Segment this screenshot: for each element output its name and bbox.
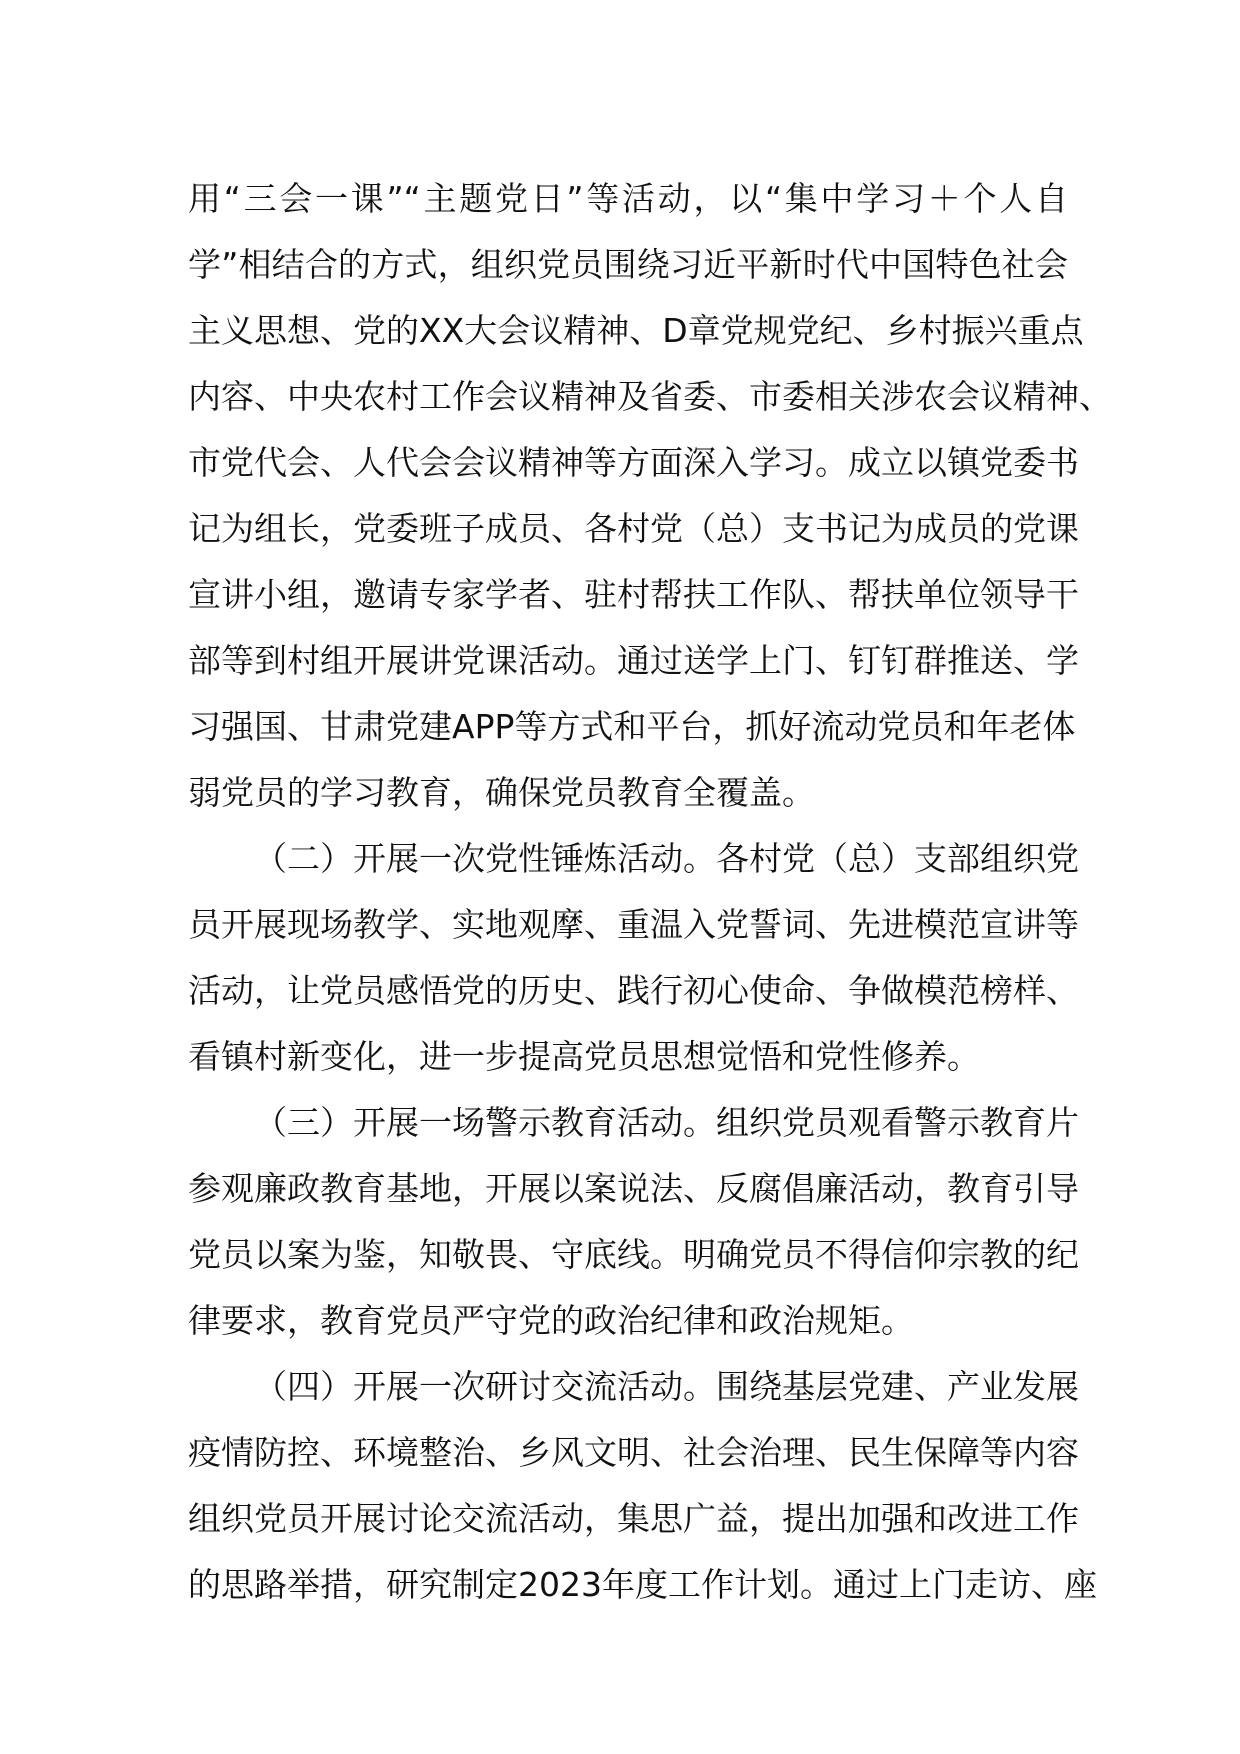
- text-line: 疫情防控、环境整治、乡风文明、社会治理、民生保障等内容: [188, 1433, 1079, 1472]
- text-line: 活动，让党员感悟党的历史、践行初心使命、争做模范榜样、: [188, 971, 1079, 1010]
- text-line: 员开展现场教学、实地观摩、重温入党誓词、先进模范宣讲等: [188, 905, 1079, 944]
- text-line: 记为组长，党委班子成员、各村党（总）支书记为成员的党课: [188, 509, 1079, 548]
- text-line: 宣讲小组，邀请专家学者、驻村帮扶工作队、帮扶单位领导干: [188, 575, 1079, 614]
- text-line: 市党代会、人代会会议精神等方面深入学习。成立以镇党委书: [188, 443, 1079, 482]
- text-line: 习强国、甘肃党建APP等方式和平台，抓好流动党员和年老体: [188, 707, 1076, 746]
- text-line: 看镇村新变化，进一步提高党员思想觉悟和党性修养。: [188, 1037, 980, 1076]
- document-body: [188, 166, 1112, 1618]
- text-line: 律要求，教育党员严守党的政治纪律和政治规矩。: [188, 1301, 914, 1340]
- text-line: 参观廉政教育基地，开展以案说法、反腐倡廉活动，教育引导: [188, 1169, 1079, 1208]
- text-line: 组织党员开展讨论交流活动，集思广益，提出加强和改进工作: [188, 1499, 1079, 1538]
- text-line: 用“三会一课”“主题党日”等活动，以“集中学习＋个人自: [188, 179, 1068, 218]
- text-line: 内容、中央农村工作会议精神及省委、市委相关涉农会议精神、: [188, 377, 1112, 416]
- text-line: 党员以案为鉴，知敬畏、守底线。明确党员不得信仰宗教的纪: [188, 1235, 1079, 1274]
- text-line: 主义思想、党的XX大会议精神、D章党规党纪、乡村振兴重点: [188, 311, 1084, 350]
- text-line: 弱党员的学习教育，确保党员教育全覆盖。: [188, 773, 815, 812]
- section-heading-line: （二）开展一次党性锤炼活动。各村党（总）支部组织党: [254, 839, 1079, 878]
- section-heading-line: （三）开展一场警示教育活动。组织党员观看警示教育片: [254, 1103, 1079, 1142]
- text-line: 部等到村组开展讲党课活动。通过送学上门、钉钉群推送、学: [188, 641, 1079, 680]
- text-line: 学”相结合的方式，组织党员围绕习近平新时代中国特色社会: [188, 245, 1068, 284]
- section-heading-line: （四）开展一次研讨交流活动。围绕基层党建、产业发展: [254, 1367, 1079, 1406]
- text-line: 的思路举措，研究制定2023年度工作计划。通过上门走访、座: [188, 1565, 1097, 1604]
